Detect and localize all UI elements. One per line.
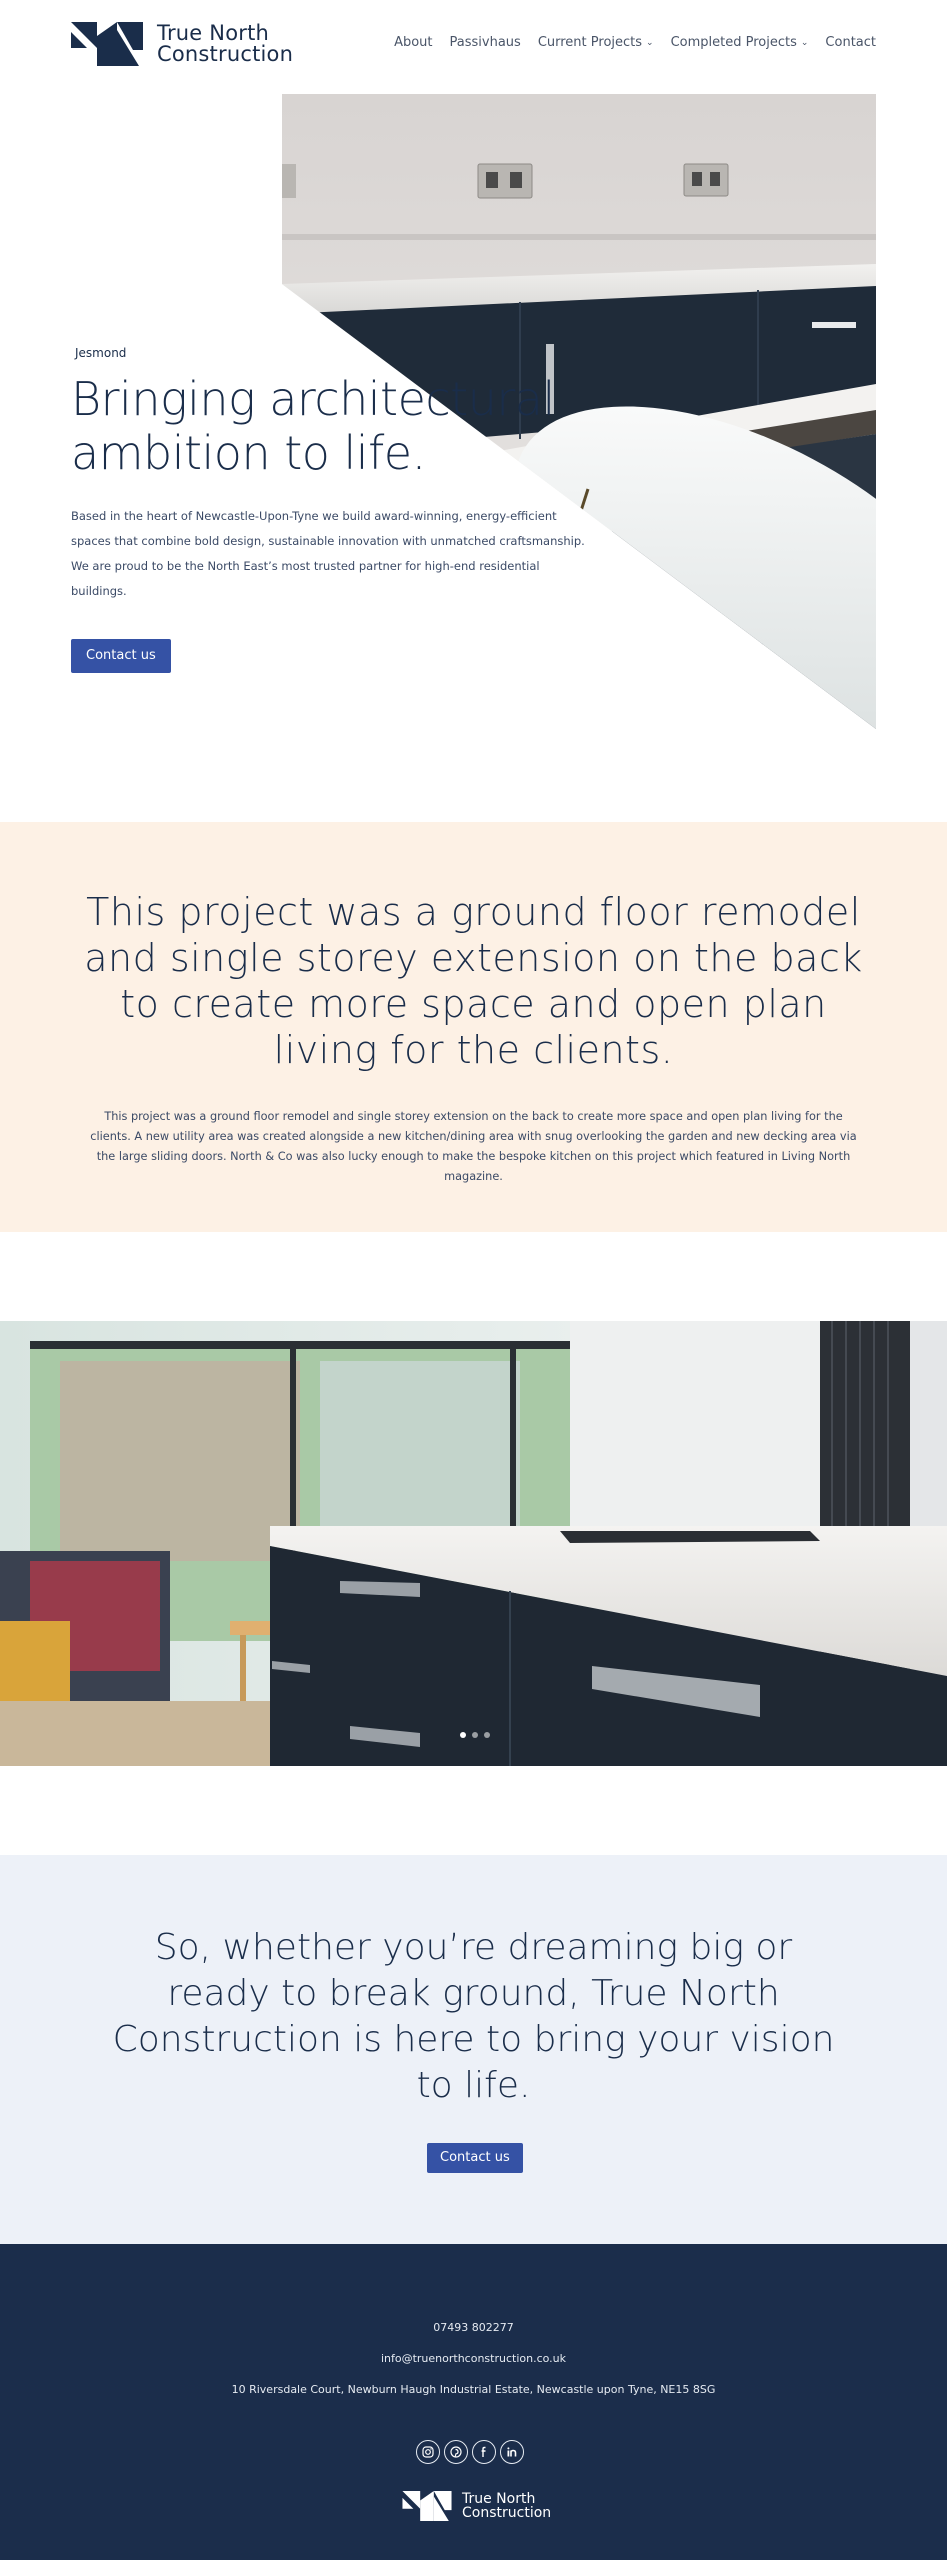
cta-contact-button[interactable]: Contact us bbox=[427, 2143, 523, 2173]
hero-section bbox=[0, 94, 947, 729]
hero-location-label: Jesmond bbox=[75, 346, 127, 360]
project-section bbox=[0, 822, 947, 1232]
main-nav bbox=[377, 35, 876, 50]
instagram-icon[interactable] bbox=[416, 2440, 440, 2464]
hero-description: Based in the heart of Newcastle-Upon-Tyne we build award-winning, energy-efficient spaces that combine bold design, sustainable innovation with unmatched craftsmanship. We are proud to be the North East’s most trusted partner for high-end residential buildings. bbox=[71, 509, 585, 598]
nav-item-completed-projects[interactable] bbox=[671, 35, 809, 50]
footer-logo-wordmark bbox=[462, 2492, 551, 2520]
facebook-icon[interactable] bbox=[472, 2440, 496, 2464]
nav-item-passivhaus[interactable] bbox=[450, 35, 521, 50]
footer-phone-link[interactable]: 07493 802277 bbox=[433, 2321, 514, 2334]
nav-label: Contact bbox=[825, 35, 876, 50]
logo-line-1: True North bbox=[157, 21, 270, 45]
nav-label: About bbox=[394, 35, 433, 50]
slider-dot-2[interactable] bbox=[472, 1732, 478, 1738]
project-gallery-slider[interactable] bbox=[0, 1321, 947, 1766]
slider-dot-1[interactable] bbox=[460, 1732, 466, 1738]
cta-title: So, whether you’re dreaming big or ready to break ground, True North Construction is here to bring your vision to life. bbox=[112, 1927, 835, 2106]
chevron-down-icon: ⌄ bbox=[800, 37, 809, 48]
logo-mark-icon bbox=[71, 22, 143, 66]
nav-item-about[interactable] bbox=[394, 35, 432, 50]
nav-label: Passivhaus bbox=[449, 35, 521, 50]
footer-address: 10 Riversdale Court, Newburn Haugh Industrial Estate, Newcastle upon Tyne, NE15 8SG bbox=[231, 2383, 716, 2396]
slider-dot-3[interactable] bbox=[484, 1732, 490, 1738]
hero-content bbox=[71, 346, 591, 673]
nav-label: Completed Projects bbox=[670, 35, 797, 50]
project-description: This project was a ground floor remodel and single storey extension on the back to create more space and open plan living for the clients. A new utility area was created alongside a new kitchen/dining area with snug overlooking the garden and new decking area via the large sliding doors. North & Co was also lucky enough to make the bespoke kitchen on this project which featured in Living North magazine. bbox=[90, 1110, 857, 1183]
nav-item-current-projects[interactable] bbox=[538, 35, 654, 50]
footer-logo-line-1: True North bbox=[462, 2491, 536, 2507]
hero-contact-button[interactable]: Contact us bbox=[71, 639, 171, 673]
logo-line-2: Construction bbox=[157, 42, 294, 66]
cta-section bbox=[0, 1855, 947, 2244]
footer-logo-line-2: Construction bbox=[462, 2505, 552, 2521]
slider-dots bbox=[460, 1732, 490, 1738]
project-title: This project was a ground floor remodel and single storey extension on the back to create more space and open plan living for the clients. bbox=[84, 890, 863, 1072]
pinterest-icon[interactable] bbox=[444, 2440, 468, 2464]
hero-title: Bringing architectural ambition to life. bbox=[71, 372, 555, 480]
site-footer bbox=[0, 2244, 947, 2560]
site-header bbox=[0, 0, 947, 94]
site-logo[interactable] bbox=[71, 22, 293, 66]
nav-label: Current Projects bbox=[537, 35, 643, 50]
logo-wordmark bbox=[157, 23, 293, 65]
footer-email-link[interactable]: info@truenorthconstruction.co.uk bbox=[380, 2352, 567, 2365]
linkedin-icon[interactable] bbox=[500, 2440, 524, 2464]
logo-mark-icon bbox=[402, 2491, 452, 2521]
gallery-kitchen-image bbox=[0, 1321, 947, 1766]
chevron-down-icon: ⌄ bbox=[646, 37, 654, 48]
social-links bbox=[416, 2440, 524, 2464]
footer-logo[interactable] bbox=[402, 2491, 551, 2521]
nav-item-contact[interactable] bbox=[825, 35, 876, 50]
